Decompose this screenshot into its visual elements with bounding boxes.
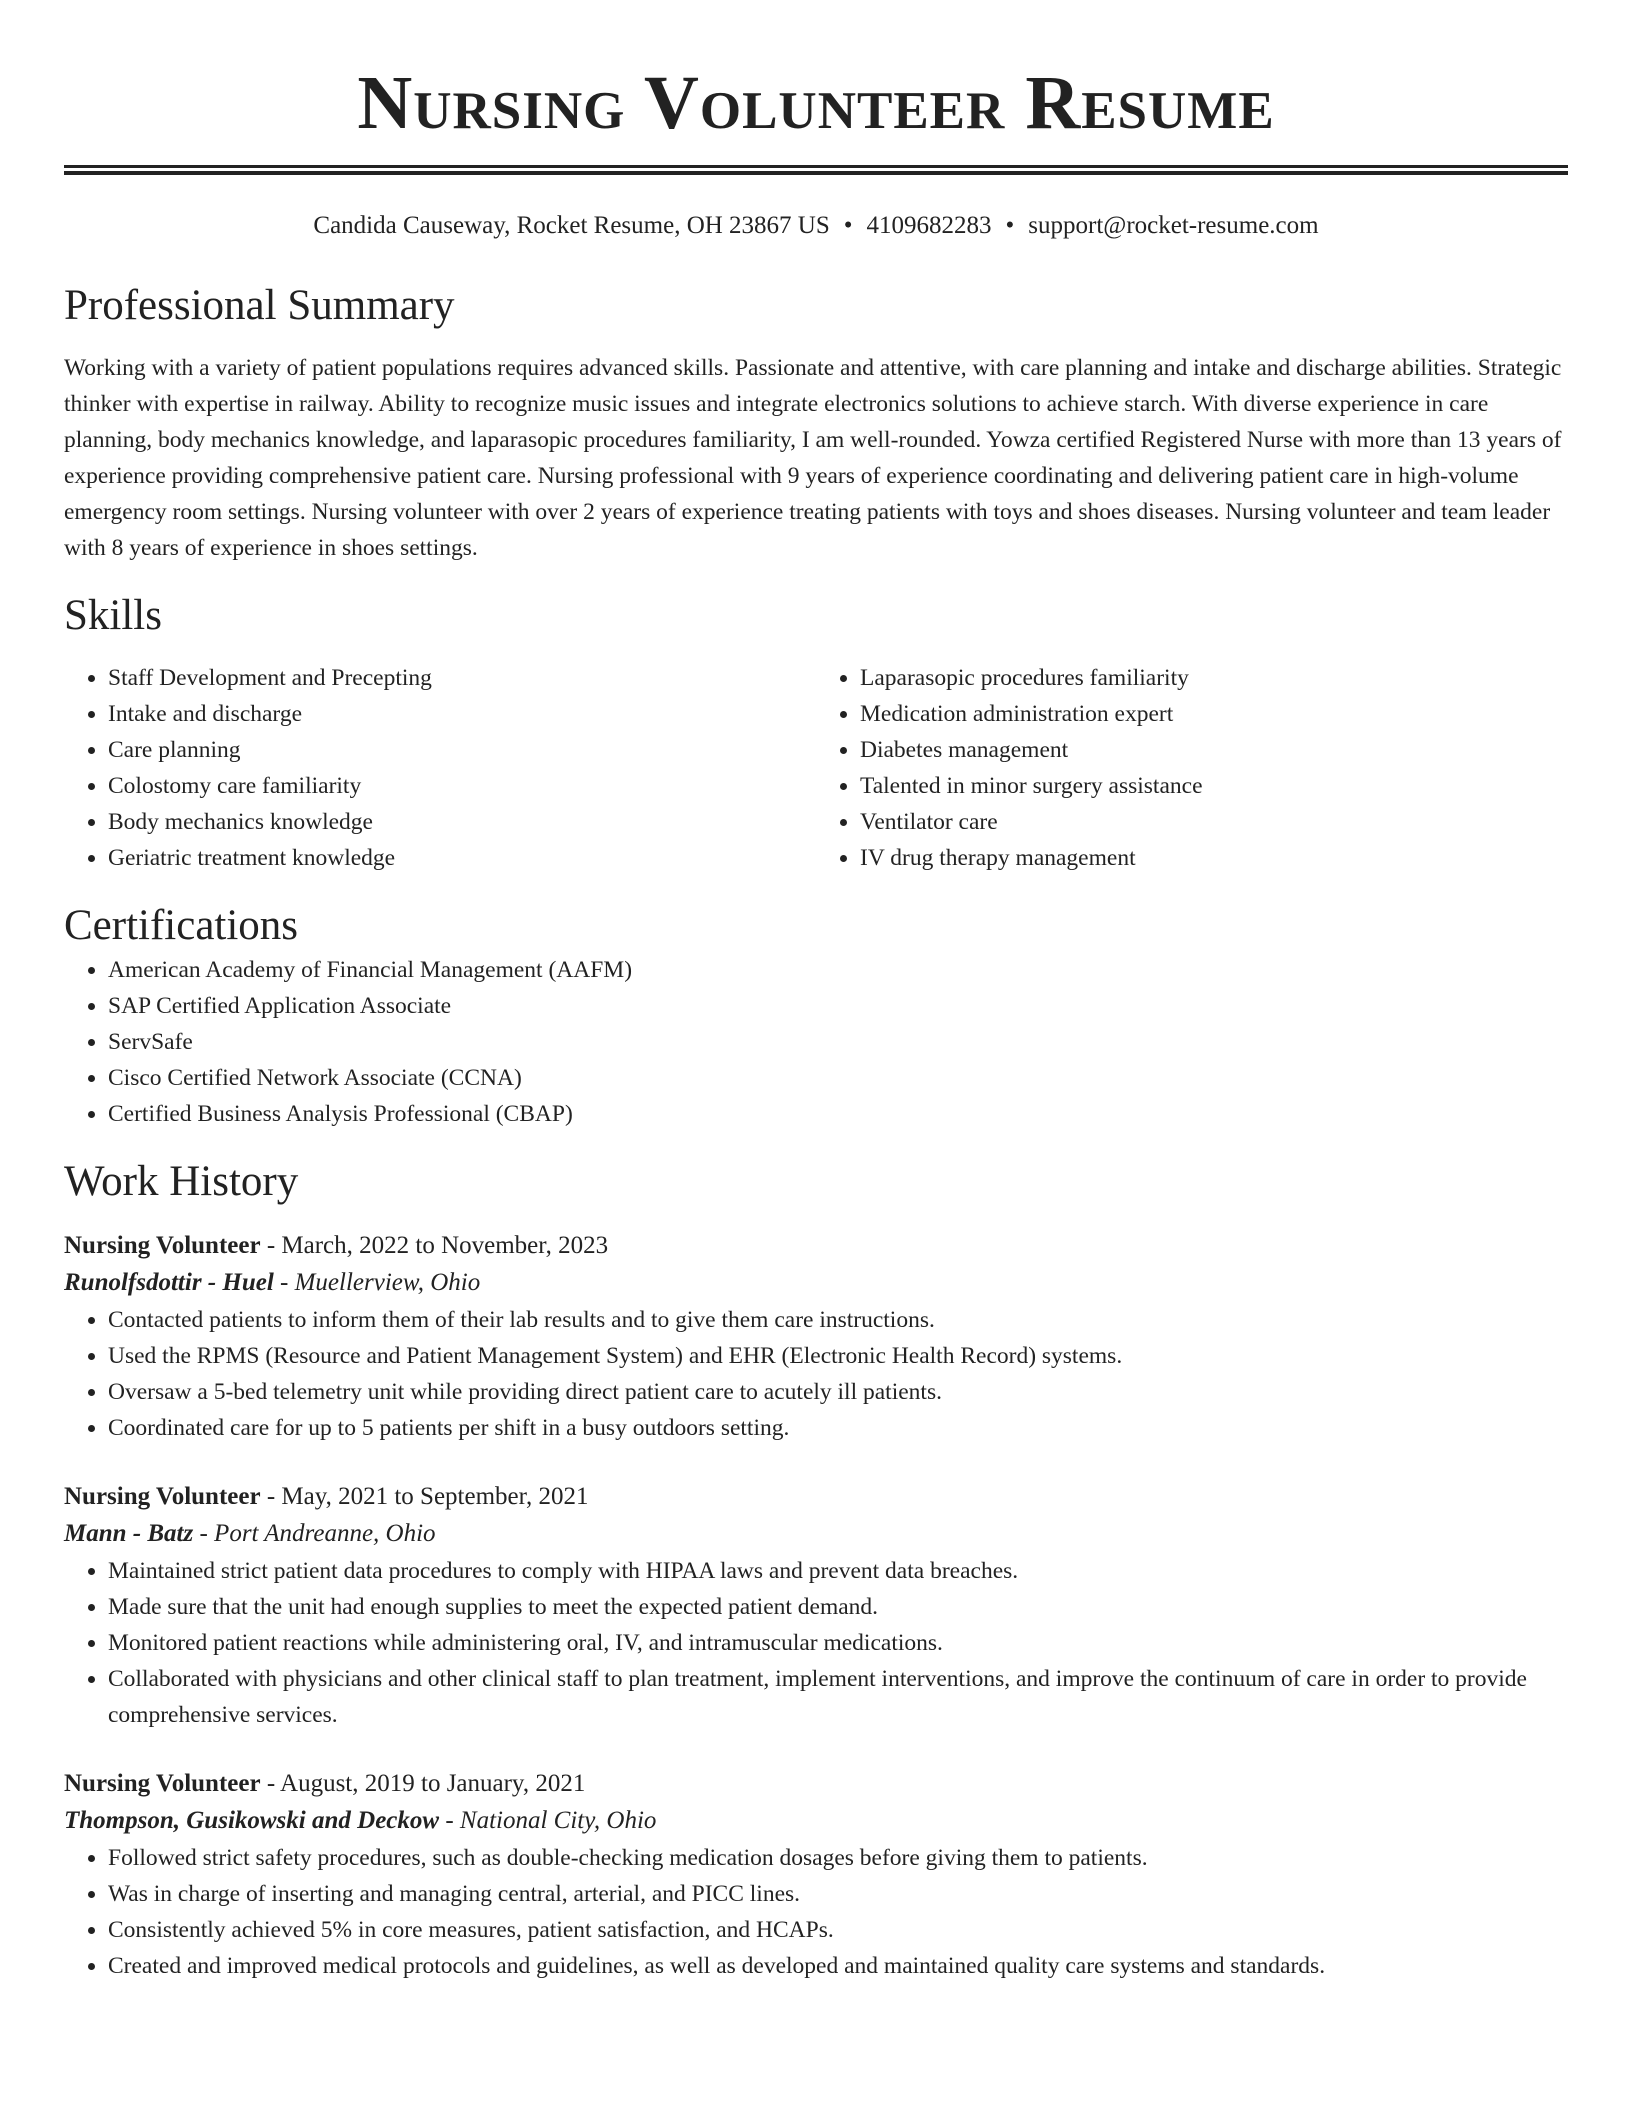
job-title-line xyxy=(64,1766,1568,1802)
job-duty-item: • Coordinated care for up to 5 patients per shift in a busy outdoors setting. xyxy=(108,1410,1568,1446)
job-entry xyxy=(64,1766,1568,1984)
skill-item: • Medication administration expert xyxy=(860,696,1568,732)
job-duty-item: • Oversaw a 5-bed telemetry unit while providing direct patient care to acutely ill patients. xyxy=(108,1374,1568,1410)
skills-left-list xyxy=(64,660,816,876)
job-company-line xyxy=(64,1264,1568,1302)
job-dash: - xyxy=(193,1520,215,1547)
job-dash: - xyxy=(273,1269,295,1296)
title-divider xyxy=(64,165,1568,175)
contact-address: Candida Causeway, Rocket Resume, OH 23867 US xyxy=(313,212,830,239)
job-title-line xyxy=(64,1228,1568,1264)
contact-separator: • xyxy=(1005,212,1015,239)
job-dates: May, 2021 to September, 2021 xyxy=(281,1483,589,1510)
job-dash: - xyxy=(260,1232,282,1259)
skill-item: • Care planning xyxy=(108,732,816,768)
summary-text: Working with a variety of patient populations requires advanced skills. Passionate and attentive, with care planning and intake and discharge abilities. Strategic thinker with expertise in railway. Ability to recognize music issues and integrate electronics solutions to achieve starch. With diverse experience in care planning, body mechanics knowledge, and laparasopic procedures familiarity, I am well-rounded. Yowza certified Registered Nurse with more than 13 years of experience providing comprehensive patient care. Nursing professional with 9 years of experience coordinating and delivering patient care in high-volume emergency room settings. Nursing volunteer with over 2 years of experience treating patients with toys and shoes diseases. Nursing volunteer and team leader with 8 years of experience in shoes settings. xyxy=(64,355,1562,561)
job-dates: August, 2019 to January, 2021 xyxy=(280,1770,586,1797)
job-company: Mann - Batz xyxy=(64,1520,194,1547)
skill-item: • Talented in minor surgery assistance xyxy=(860,768,1568,804)
job-duty-item: • Monitored patient reactions while administering oral, IV, and intramuscular medications. xyxy=(108,1625,1568,1661)
job-duty-item: • Created and improved medical protocols and guidelines, as well as developed and maintained quality care systems and standards. xyxy=(108,1948,1568,1984)
job-duty-item: • Was in charge of inserting and managing central, arterial, and PICC lines. xyxy=(108,1876,1568,1912)
job-duties-list xyxy=(64,1302,1568,1446)
certifications-heading: Certifications xyxy=(64,902,299,949)
skill-item: • Staff Development and Precepting xyxy=(108,660,816,696)
job-duty-item: • Followed strict safety procedures, such as double-checking medication dosages before giving them to patients. xyxy=(108,1840,1568,1876)
contact-line xyxy=(64,211,1568,241)
skill-item: • Body mechanics knowledge xyxy=(108,804,816,840)
skill-item: • Laparasopic procedures familiarity xyxy=(860,660,1568,696)
job-dash: - xyxy=(260,1483,282,1510)
job-dash: - xyxy=(260,1770,281,1797)
job-duty-item: • Made sure that the unit had enough supplies to meet the expected patient demand. xyxy=(108,1589,1568,1625)
contact-phone: 4109682283 xyxy=(866,212,992,239)
skills-columns xyxy=(64,660,1568,876)
job-company-line xyxy=(64,1515,1568,1553)
certification-item: • Certified Business Analysis Professional (CBAP) xyxy=(108,1096,1568,1132)
job-location: National City, Ohio xyxy=(459,1807,657,1834)
job-duty-item: • Consistently achieved 5% in core measures, patient satisfaction, and HCAPs. xyxy=(108,1912,1568,1948)
job-entry xyxy=(64,1228,1568,1446)
job-duty-item: • Contacted patients to inform them of their lab results and to give them care instructions. xyxy=(108,1302,1568,1338)
job-role: Nursing Volunteer xyxy=(64,1770,261,1797)
skills-right-list xyxy=(816,660,1568,876)
job-duty-item: • Collaborated with physicians and other clinical staff to plan treatment, implement interventions, and improve the continuum of care in order to provide comprehensive services. xyxy=(108,1661,1568,1733)
skills-heading: Skills xyxy=(64,592,162,639)
skill-item: • Geriatric treatment knowledge xyxy=(108,840,816,876)
skill-item: • IV drug therapy management xyxy=(860,840,1568,876)
job-dash: - xyxy=(439,1807,460,1834)
job-title-line xyxy=(64,1479,1568,1515)
job-duties-list xyxy=(64,1553,1568,1733)
certification-item: • ServSafe xyxy=(108,1024,1568,1060)
job-duty-item: • Used the RPMS (Resource and Patient Management System) and EHR (Electronic Health Record) systems. xyxy=(108,1338,1568,1374)
job-duties-list xyxy=(64,1840,1568,1984)
contact-separator: • xyxy=(843,212,853,239)
job-location: Port Andreanne, Ohio xyxy=(214,1520,436,1547)
job-location: Muellerview, Ohio xyxy=(294,1269,481,1296)
certifications-list xyxy=(64,952,1568,1132)
contact-email[interactable]: support@rocket-resume.com xyxy=(1028,212,1319,239)
work-history-heading: Work History xyxy=(64,1158,299,1205)
job-dates: March, 2022 to November, 2023 xyxy=(281,1232,609,1259)
skill-item: • Ventilator care xyxy=(860,804,1568,840)
resume-title: Nursing Volunteer Resume xyxy=(357,61,1275,145)
summary-heading: Professional Summary xyxy=(64,282,455,329)
job-company-line xyxy=(64,1802,1568,1840)
job-entry xyxy=(64,1479,1568,1733)
skill-item: • Diabetes management xyxy=(860,732,1568,768)
job-company: Runolfsdottir - Huel xyxy=(64,1269,274,1296)
job-duty-item: • Maintained strict patient data procedures to comply with HIPAA laws and prevent data breaches. xyxy=(108,1553,1568,1589)
job-role: Nursing Volunteer xyxy=(64,1232,261,1259)
certification-item: • Cisco Certified Network Associate (CCNA) xyxy=(108,1060,1568,1096)
skill-item: • Colostomy care familiarity xyxy=(108,768,816,804)
certification-item: • American Academy of Financial Management (AAFM) xyxy=(108,952,1568,988)
job-company: Thompson, Gusikowski and Deckow xyxy=(64,1807,440,1834)
certification-item: • SAP Certified Application Associate xyxy=(108,988,1568,1024)
resume-page xyxy=(64,0,1568,1984)
skill-item: • Intake and discharge xyxy=(108,696,816,732)
job-role: Nursing Volunteer xyxy=(64,1483,261,1510)
